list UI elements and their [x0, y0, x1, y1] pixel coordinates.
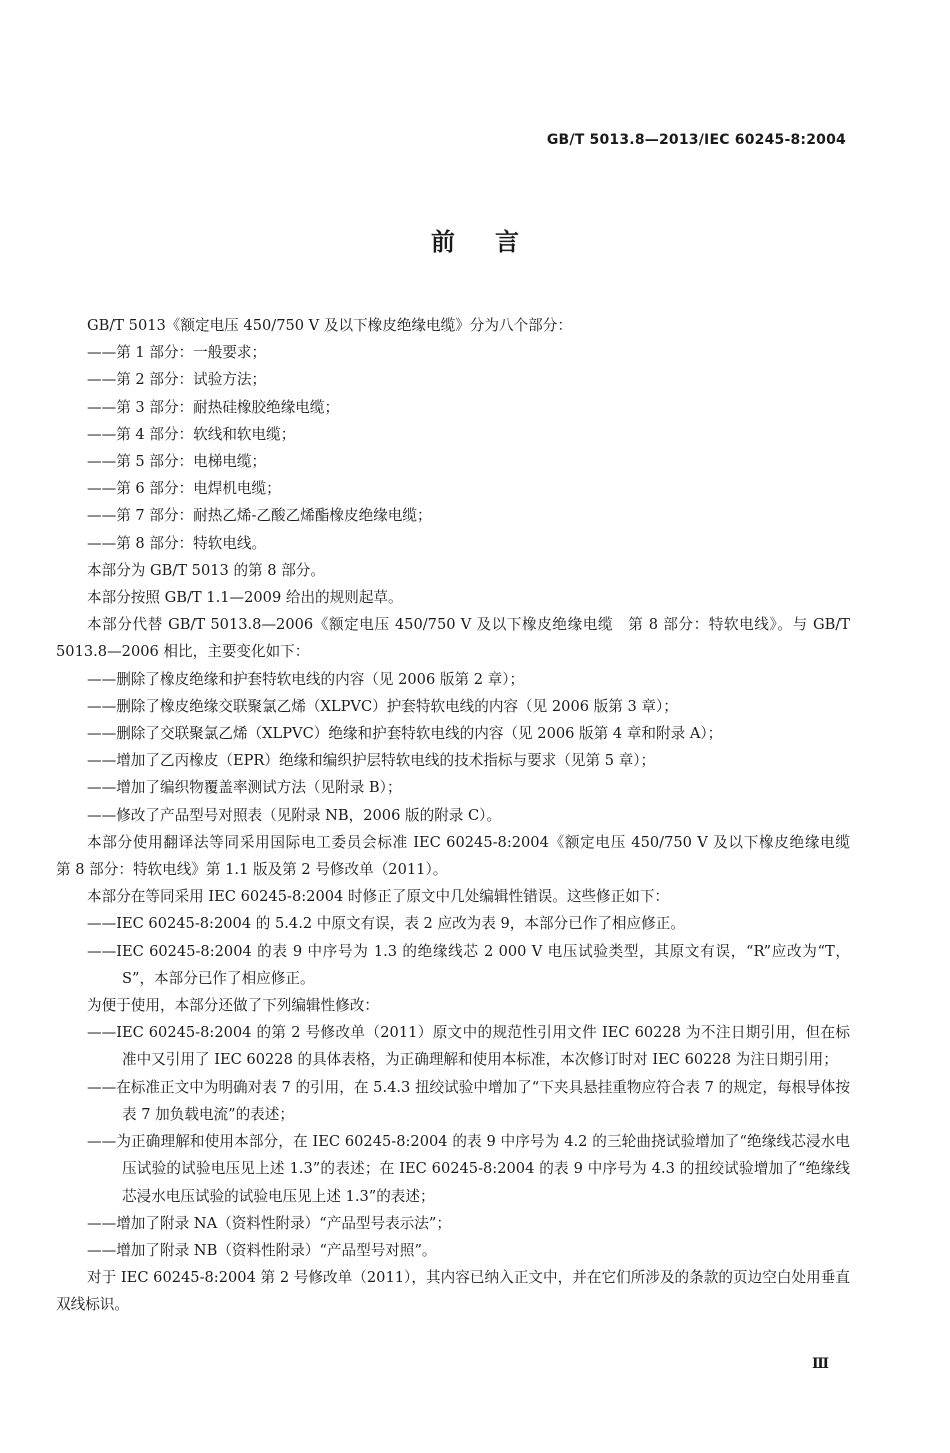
list-item: ——增加了附录 NB（资料性附录）“产品型号对照”。 [87, 1241, 437, 1259]
list-item: ——第 2 部分：试验方法； [87, 371, 267, 389]
list-item: ——第 8 部分：特软电线。 [87, 534, 267, 552]
list-item: ——第 1 部分：一般要求； [87, 344, 267, 362]
paragraph: 本部分使用翻译法等同采用国际电工委员会标准 IEC 60245-8:2004《额定电压 450/750 V 及以下橡皮绝缘电缆 第 8 部分：特软电线》第 1.1 版及第 2 号修改单（2011）。 [56, 833, 865, 879]
paragraph: 本部分为 GB/T 5013 的第 8 部分。 [87, 561, 325, 579]
paragraph: 对于 IEC 60245-8:2004 第 2 号修改单（2011），其内容已纳入正文中，并在它们所涉及的条款的页边空白处用垂直双线标识。 [56, 1269, 850, 1314]
page-number: Ⅲ [812, 1356, 830, 1372]
list-item: ——删除了交联聚氯乙烯（XLPVC）绝缘和护套特软电线的内容（见 2006 版第 4 章和附录 A）； [87, 725, 723, 743]
list-item: ——IEC 60245-8:2004 的第 2 号修改单（2011）原文中的规范性引用文件 IEC 60228 为不注日期引用，但在标准中又引用了 IEC 60228 的具体表格，为正确理解和使用本标准，本次修订时对 IEC 60228 为注日期引用； [87, 1024, 850, 1069]
paragraph: GB/T 5013《额定电压 450/750 V 及以下橡皮绝缘电缆》分为八个部分： [87, 317, 572, 334]
list-item: ——第 7 部分：耐热乙烯-乙酸乙烯酯橡皮绝缘电缆； [87, 507, 432, 525]
list-item: ——IEC 60245-8:2004 的 5.4.2 中原文有误，表 2 应改为表 9，本部分已作了相应修正。 [87, 915, 685, 933]
list-item: ——第 3 部分：耐热硅橡胶绝缘电缆； [87, 398, 340, 416]
paragraph: 本部分按照 GB/T 1.1—2009 给出的规则起草。 [87, 589, 403, 607]
list-item: ——增加了附录 NA（资料性附录）“产品型号表示法”； [87, 1214, 451, 1232]
paragraph: 为便于使用，本部分还做了下列编辑性修改： [87, 997, 379, 1015]
foreword-body [56, 312, 865, 1319]
list-item: ——为正确理解和使用本部分，在 IEC 60245-8:2004 的表 9 中序号为 4.2 的三轮曲挠试验增加了“绝缘线芯浸水电压试验的试验电压见上述 1.3”的表述；在 IEC 60245-8:2004 的表 9 中序号为 4.3 的扭绞试验增加了“绝缘线芯浸水电压试验的试验电压见上述 1.3”的表述； [87, 1133, 850, 1205]
standard-code-header: GB/T 5013.8—2013/IEC 60245-8:2004 [546, 132, 846, 148]
list-item: ——修改了产品型号对照表（见附录 NB，2006 版的附录 C）。 [87, 806, 502, 824]
paragraph: 本部分在等同采用 IEC 60245-8:2004 时修正了原文中几处编辑性错误。这些修正如下： [87, 888, 670, 906]
list-item: ——增加了编织物覆盖率测试方法（见附录 B）； [87, 779, 402, 797]
list-item: ——增加了乙丙橡皮（EPR）绝缘和编织护层特软电线的技术指标与要求（见第 5 章）； [87, 752, 656, 770]
list-item: ——第 6 部分：电焊机电缆； [87, 480, 281, 498]
list-item: ——第 4 部分：软线和软电缆； [87, 425, 296, 443]
list-item: ——在标准正文中为明确对表 7 的引用，在 5.4.3 扭绞试验中增加了“下夹具悬挂重物应符合表 7 的规定，每根导体按表 7 加负载电流”的表述； [87, 1078, 850, 1123]
page-title: 前言 [431, 228, 559, 256]
list-item: ——IEC 60245-8:2004 的表 9 中序号为 1.3 的绝缘线芯 2 000 V 电压试验类型，其原文有误，“R”应改为“T，S”，本部分已作了相应修正。 [87, 942, 850, 987]
list-item: ——删除了橡皮绝缘和护套特软电线的内容（见 2006 版第 2 章）； [87, 670, 525, 688]
list-item: ——删除了橡皮绝缘交联聚氯乙烯（XLPVC）护套特软电线的内容（见 2006 版第 3 章）； [87, 697, 678, 715]
paragraph: 本部分代替 GB/T 5013.8—2006《额定电压 450/750 V 及以下橡皮绝缘电缆 第 8 部分：特软电线》。与 GB/T 5013.8—2006 相比，主要变化如下： [56, 616, 850, 661]
list-item: ——第 5 部分：电梯电缆； [87, 453, 267, 471]
